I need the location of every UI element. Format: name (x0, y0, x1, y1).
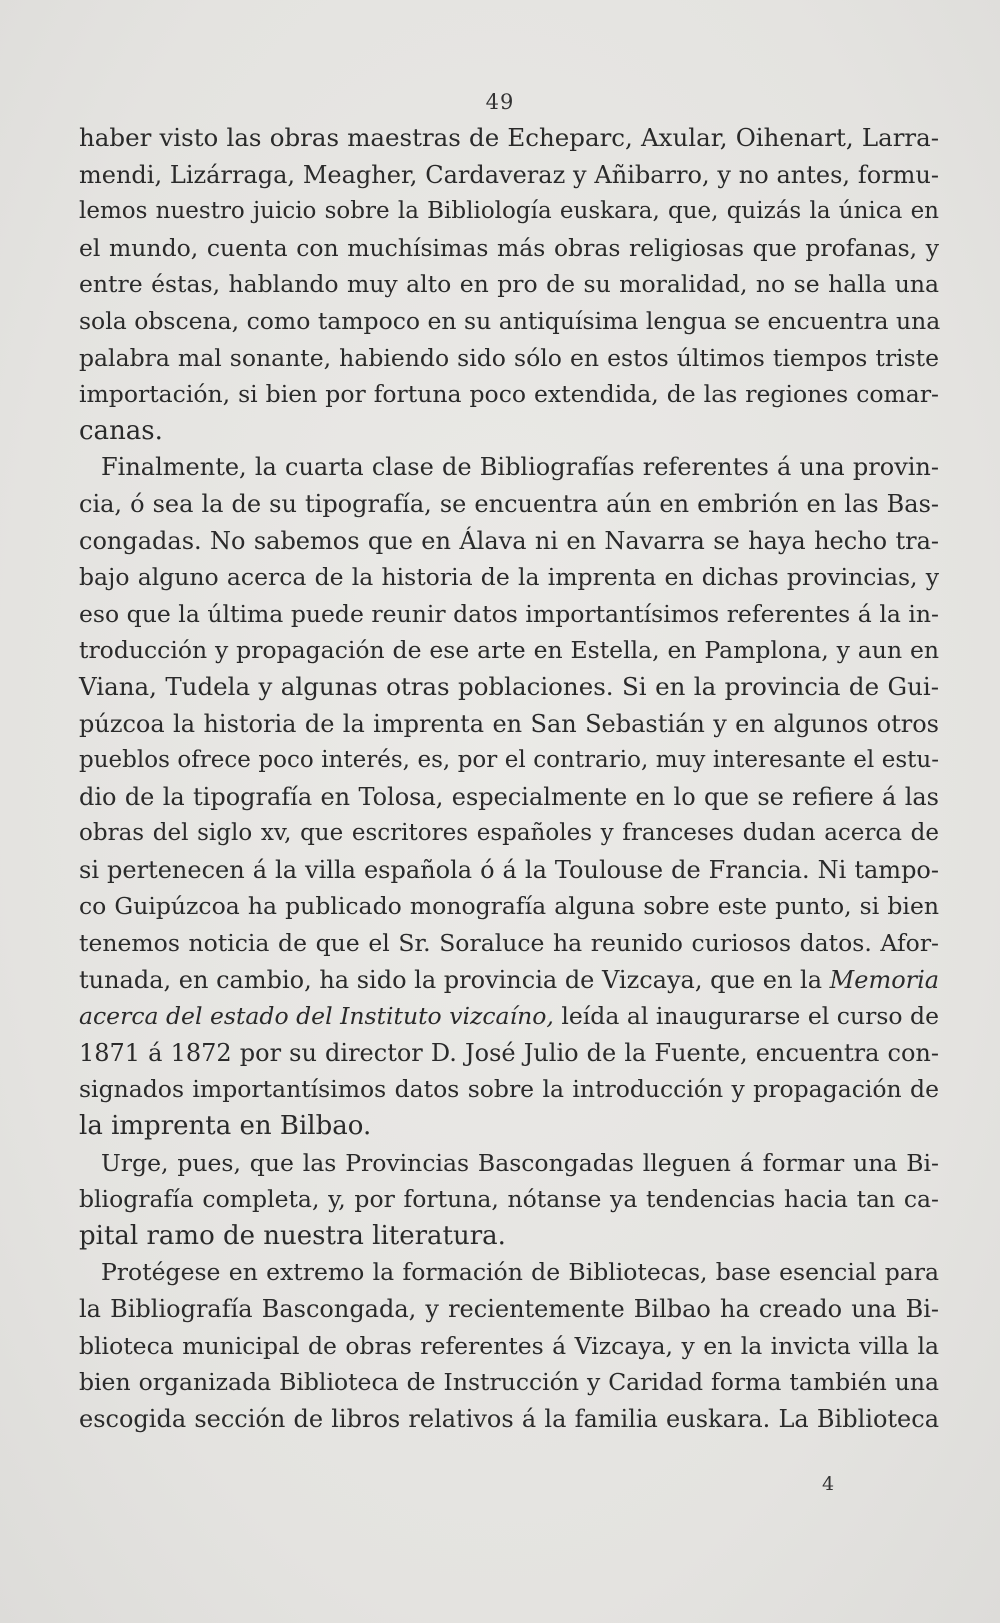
text-line (79, 523, 939, 560)
line-text: troducción y propagación de ese arte en Estella, en Pamplona, y aun en (79, 636, 939, 665)
text-line (79, 852, 939, 889)
line-text: eso que la última puede reunir datos importantísimos referentes á la in- (79, 599, 939, 628)
text-line (79, 998, 939, 1035)
text-line (79, 1108, 939, 1145)
line-text: Viana, Tudela y algunas otras poblaciones. Si en la provincia de Gui- (79, 671, 939, 701)
line-text: lemos nuestro juicio sobre la Bibliología euskara, que, quizás la única en (79, 198, 939, 225)
line-text: la imprenta en Bilbao. (79, 1111, 372, 1142)
line-text: 1871 á 1872 por su director D. José Julio de la Fuente, encuentra con- (79, 1038, 939, 1067)
text-line (79, 962, 939, 999)
italic-title: acerca del estado del Instituto vizcaíno, (79, 1002, 554, 1031)
text-line (79, 742, 939, 779)
text-line (79, 157, 939, 194)
text-line (79, 486, 939, 523)
text-line (79, 669, 939, 706)
text-line (79, 1254, 939, 1291)
text-line (79, 1181, 939, 1218)
line-text: haber visto las obras maestras de Echeparc, Axular, Oihenart, Larra- (79, 123, 939, 152)
signature-mark: 4 (822, 1473, 835, 1495)
text-line (79, 1218, 939, 1255)
line-text: mendi, Lizárraga, Meagher, Cardaveraz y Añibarro, y no antes, formu- (79, 160, 939, 189)
text-line (79, 1071, 939, 1108)
line-text: bajo alguno acerca de la historia de la imprenta en dichas provincias, y (79, 563, 939, 592)
text-line (79, 303, 939, 340)
text-line (79, 1364, 939, 1401)
text-line (79, 230, 939, 267)
line-text: la Bibliografía Bascongada, y recientemente Bilbao ha creado una Bi- (79, 1295, 939, 1323)
line-text: obras del siglo xv, que escritores españoles y franceses dudan acerca de (79, 820, 939, 847)
text-line (79, 632, 939, 669)
text-line (79, 413, 939, 450)
line-text: Finalmente, la cuarta clase de Bibliografías referentes á una provin- (101, 453, 939, 482)
text-line (79, 706, 939, 743)
page-number: 49 (485, 90, 515, 114)
text-line (79, 376, 939, 413)
line-text: tunada, en cambio, ha sido la provincia de Vizcaya, que en la (79, 965, 830, 994)
line-text: signados importantísimos datos sobre la introducción y propagación de (79, 1075, 939, 1104)
line-text: blioteca municipal de obras referentes á Vizcaya, y en la invicta villa la (79, 1331, 939, 1360)
line-text: pueblos ofrece poco interés, es, por el contrario, muy interesante el estu- (79, 747, 939, 774)
line-text: entre éstas, hablando muy alto en pro de su moralidad, no se halla una (79, 270, 939, 299)
text-line (79, 266, 939, 303)
line-text: canas. (79, 415, 163, 446)
text-line (79, 340, 939, 377)
line-text: congadas. No sabemos que en Álava ni en Navarra se haya hecho tra- (79, 526, 939, 555)
body-text (79, 120, 939, 1437)
text-line (79, 120, 939, 157)
text-line (79, 779, 939, 816)
line-text: escogida sección de libros relativos á la familia euskara. La Biblioteca (79, 1404, 939, 1433)
line-text: palabra mal sonante, habiendo sido sólo en estos últimos tiempos triste (79, 343, 939, 372)
line-text: cia, ó sea la de su tipografía, se encuentra aún en embrión en las Bas- (79, 489, 939, 518)
text-line (79, 1035, 939, 1072)
text-line (79, 449, 939, 486)
text-line (79, 815, 939, 852)
line-text: Urge, pues, que las Provincias Bascongadas lleguen á formar una Bi- (101, 1148, 939, 1177)
text-line (79, 1145, 939, 1182)
text-line (79, 1291, 939, 1328)
line-text: leída al inaugurarse el curso de (553, 1002, 939, 1031)
line-text: Protégese en extremo la formación de Bibliotecas, base esencial para (101, 1258, 939, 1287)
text-line (79, 193, 939, 230)
line-text: dio de la tipografía en Tolosa, especialmente en lo que se refiere á las (79, 782, 939, 811)
text-line (79, 888, 939, 925)
text-line (79, 596, 939, 633)
line-text: pital ramo de nuestra literatura. (79, 1220, 506, 1251)
line-text: el mundo, cuenta con muchísimas más obras religiosas que profanas, y (79, 233, 939, 262)
italic-title: Memoria (829, 965, 940, 994)
line-text: bliografía completa, y, por fortuna, nótanse ya tendencias hacia tan ca- (79, 1185, 939, 1214)
line-text: bien organizada Biblioteca de Instrucción y Caridad forma también una (79, 1368, 939, 1397)
text-line (79, 1328, 939, 1365)
line-text: co Guipúzcoa ha publicado monografía alguna sobre este punto, si bien (79, 892, 939, 921)
text-line (79, 1401, 939, 1438)
text-line (79, 559, 939, 596)
line-text: púzcoa la historia de la imprenta en San Sebastián y en algunos otros (79, 709, 939, 738)
text-line (79, 925, 939, 962)
line-text: tenemos noticia de que el Sr. Soraluce ha reunido curiosos datos. Afor- (79, 929, 939, 958)
line-text: importación, si bien por fortuna poco extendida, de las regiones comar- (79, 380, 939, 409)
line-text: si pertenecen á la villa española ó á la Toulouse de Francia. Ni tampo- (79, 855, 939, 884)
line-text: sola obscena, como tampoco en su antiquísima lengua se encuentra una (79, 306, 941, 335)
